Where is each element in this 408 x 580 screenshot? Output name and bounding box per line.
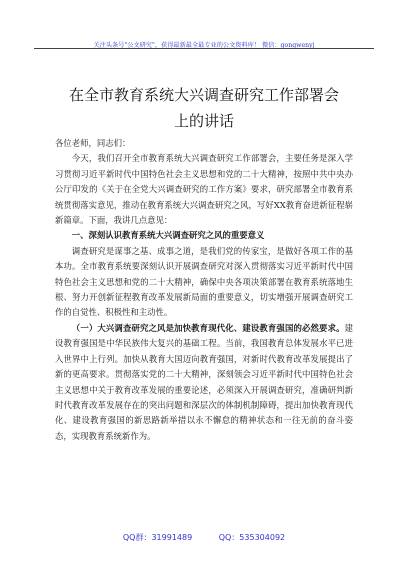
- page-header: [34, 32, 374, 49]
- paragraph-intro: 今天，我们召开全市教育系统大兴调查研究工作部署会，主要任务是深入学习贯彻习近平新时代中国特色社会主义思想和党的二十大精神，按照中共中央办公厅印发的《关于在全党大兴调查研究的工作方案》要求，研究部署全市教育系统贯彻落实意见，推动在教育系统大兴调查研究之风，写好XX教育奋进新征程崭新篇章。下面，我讲几点意见：: [55, 153, 353, 226]
- header-text: 关注头条号"公文研究"，获得最新最全最专业的公文资料库！ 微信：gongwenyj: [93, 42, 315, 49]
- document-body: [55, 136, 353, 444]
- paragraph-subsection-1: [55, 321, 353, 444]
- subsection-text: 建设教育强国是中华民族伟大复兴的基础工程。当前，我国教育总体发展水平已进入世界中上行列。加快从教育大国迈向教育强国，对新时代教育改革发展提出了新的更高要求。贯彻落实党的二十大精神，深刻领会习近平新时代中国特色社会主义思想中关于教育改革发展的重要论述，必须深入开展调查研究，准确研判新时代教育改革发展存在的突出问题和深层次的体制机制障碍，提出加快教育现代化、建设教育强国的新思路新举措以永不懈怠的精神状态和一往无前的奋斗姿态，实现教育系统新作为。: [55, 322, 353, 441]
- document-title: [0, 82, 408, 134]
- salutation: 各位老师，同志们：: [55, 138, 131, 148]
- subsection-heading-1: （一）大兴调查研究之风是加快教育现代化、建设教育强国的必然要求。: [71, 322, 345, 333]
- page-footer: [0, 532, 408, 543]
- footer-qq: QQ：535304092: [218, 533, 286, 542]
- section-heading-1: 一、深刻认识教育系统大兴调查研究之风的重要意义: [71, 230, 265, 241]
- title-line-2: 上的讲话: [173, 112, 234, 130]
- title-line-1: 在全市教育系统大兴调查研究工作部署会: [68, 86, 339, 104]
- paragraph-significance: 调查研究是谋事之基、成事之道，是我们党的传家宝，是做好各项工作的基本功。全市教育系统要深刻认识开展调查研究对深入贯彻落实习近平新时代中国特色社会主义思想和党的二十大精神，确保中央各项决策部署在教育系统落地生根、努力开创新征程教育改革发展新局面的重要意义，切实增强开展调查研究工作的自觉性、积极性和主动性。: [55, 245, 353, 318]
- footer-qq-group: QQ群：31991489: [122, 533, 193, 542]
